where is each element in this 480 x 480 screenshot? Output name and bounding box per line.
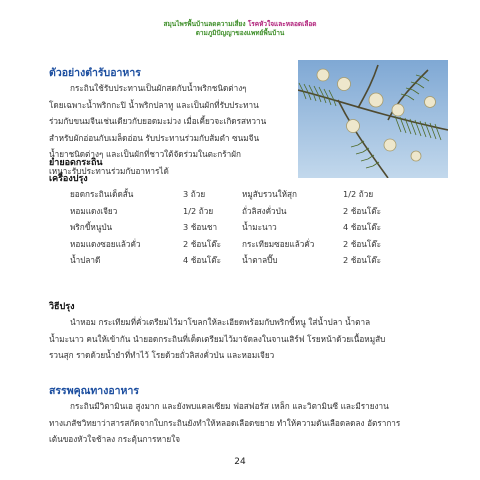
ingredient-amount: 3 ถ้วย — [183, 189, 206, 199]
header-title-plain: สมุนไพรพื้นบ้านลดความเสี่ยง — [163, 20, 246, 28]
nutrition-line: ทางเภสัชวิทยาว่าสารสกัดจากใบกระถินยังทำให้หลอดเลือดขยาย ทำให้ความดันเลือดลดลง อัตราการ — [49, 417, 401, 428]
header-title-emphasis: โรคหัวใจและหลอดเลือด — [247, 20, 317, 28]
nutrition-line: กระถินมีวิตามินเอ สูงมาก และยังพบแคลเซียม ฟอสฟอรัส เหล็ก และวิตามินซี และมีรายงาน — [70, 401, 389, 411]
method-line: นำหอม กระเทียมที่คั่วเตรียมไว้มาโขลกให้ละเอียดพร้อมกับพริกขี้หนู ใส่น้ำปลา น้ำตาล — [70, 317, 371, 327]
intro-line: น้ำยาชนิดต่างๆ และเป็นผักที่ชาวใต้จัดร่วมในตะกร้าผัก — [49, 149, 241, 160]
ingredient-name: น้ำตาลปี๊บ — [242, 255, 278, 265]
ingredients-heading: เครื่องปรุง — [49, 174, 88, 184]
ingredient-name: หอมแดงซอยแล้วคั่ว — [70, 238, 141, 249]
recipe-title: ยำยอดกระถิน — [49, 158, 103, 168]
ingredient-row — [70, 203, 403, 220]
ingredient-name: กระเทียมซอยแล้วคั่ว — [242, 238, 315, 249]
header-subtitle: ตามภูมิปัญญาของแพทย์พื้นบ้าน — [195, 29, 285, 37]
ingredient-row — [70, 219, 403, 236]
page-number: 24 — [234, 457, 246, 467]
ingredient-amount: 4 ช้อนโต๊ะ — [343, 222, 381, 232]
intro-line: กระถินใช้รับประทานเป็นผักสดกับน้ำพริกชนิดต่างๆ — [70, 83, 247, 93]
ingredient-amount: 2 ช้อนโต๊ะ — [343, 238, 381, 249]
ingredient-name: พริกขี้หนูป่น — [70, 222, 113, 232]
intro-line: โดยเฉพาะน้ำพริกกะปิ น้ำพริกปลาทู และเป็นผักที่รับประทาน — [49, 99, 259, 110]
leucaena-branch-illustration — [298, 60, 448, 178]
intro-line: สำหรับผักอ่อนกับเมล็ดอ่อน รับประทานร่วมกับส้มตำ ซนมจีน — [49, 132, 260, 143]
method-line: รวนสุก ราดด้วยน้ำยำที่ทำไว้ โรยด้วยถั่วลิสงคั่วป่น และหอมเจียว — [49, 350, 275, 361]
ingredient-amount: 4 ช้อนโต๊ะ — [183, 255, 221, 265]
ingredient-amount: 1/2 ถ้วย — [343, 189, 374, 199]
ingredient-name: หมูสับรวนให้สุก — [242, 189, 297, 199]
leucaena-photo — [298, 60, 448, 178]
section-title-nutrition: สรรพคุณทางอาหาร — [49, 385, 139, 397]
ingredient-name: ยอดกระถินเด็ดสั้น — [70, 189, 134, 199]
ingredient-amount: 2 ช้อนโต๊ะ — [343, 205, 381, 216]
ingredient-name: น้ำปลาดี — [70, 255, 101, 265]
ingredient-row — [70, 252, 403, 269]
ingredient-row — [70, 236, 403, 253]
ingredient-row — [70, 186, 403, 203]
ingredient-amount: 2 ช้อนโต๊ะ — [343, 255, 381, 265]
ingredient-amount: 3 ช้อนชา — [183, 222, 218, 232]
ingredient-name: น้ำมะนาว — [242, 222, 277, 232]
page-header — [0, 20, 480, 38]
intro-line: เหนาะรับประทานร่วมกับอาหารได้ — [49, 165, 169, 176]
ingredient-amount: 1/2 ถ้วย — [183, 205, 214, 216]
nutrition-paragraph — [49, 398, 449, 448]
method-line: น้ำมะนาว คนให้เข้ากัน นำยอดกระถินที่เด็ดเตรียมไว้มาจัดลงในจานเสิร์ฟ โรยหน้าด้วยเนื้อหมูสับ — [49, 333, 386, 344]
ingredient-name: หอมแดงเจียว — [70, 205, 118, 216]
intro-line: ร่วมกับขนมจีนเช่นเดียวกับยอดมะม่วง เมื่อเคี้ยวจะเกิดรสหวาน — [49, 116, 267, 127]
nutrition-line: เต้นของหัวใจช้าลง กระตุ้นการหายใจ — [49, 434, 180, 445]
section-title-recipes: ตัวอย่างตำรับอาหาร — [49, 67, 141, 79]
method-heading: วิธีปรุง — [49, 302, 75, 312]
ingredient-name: ถั่วลิสงคั่วป่น — [242, 205, 287, 216]
header-title — [0, 20, 480, 29]
ingredients-table — [70, 186, 403, 269]
ingredient-amount: 2 ช้อนโต๊ะ — [183, 238, 221, 249]
method-paragraph — [49, 314, 449, 364]
